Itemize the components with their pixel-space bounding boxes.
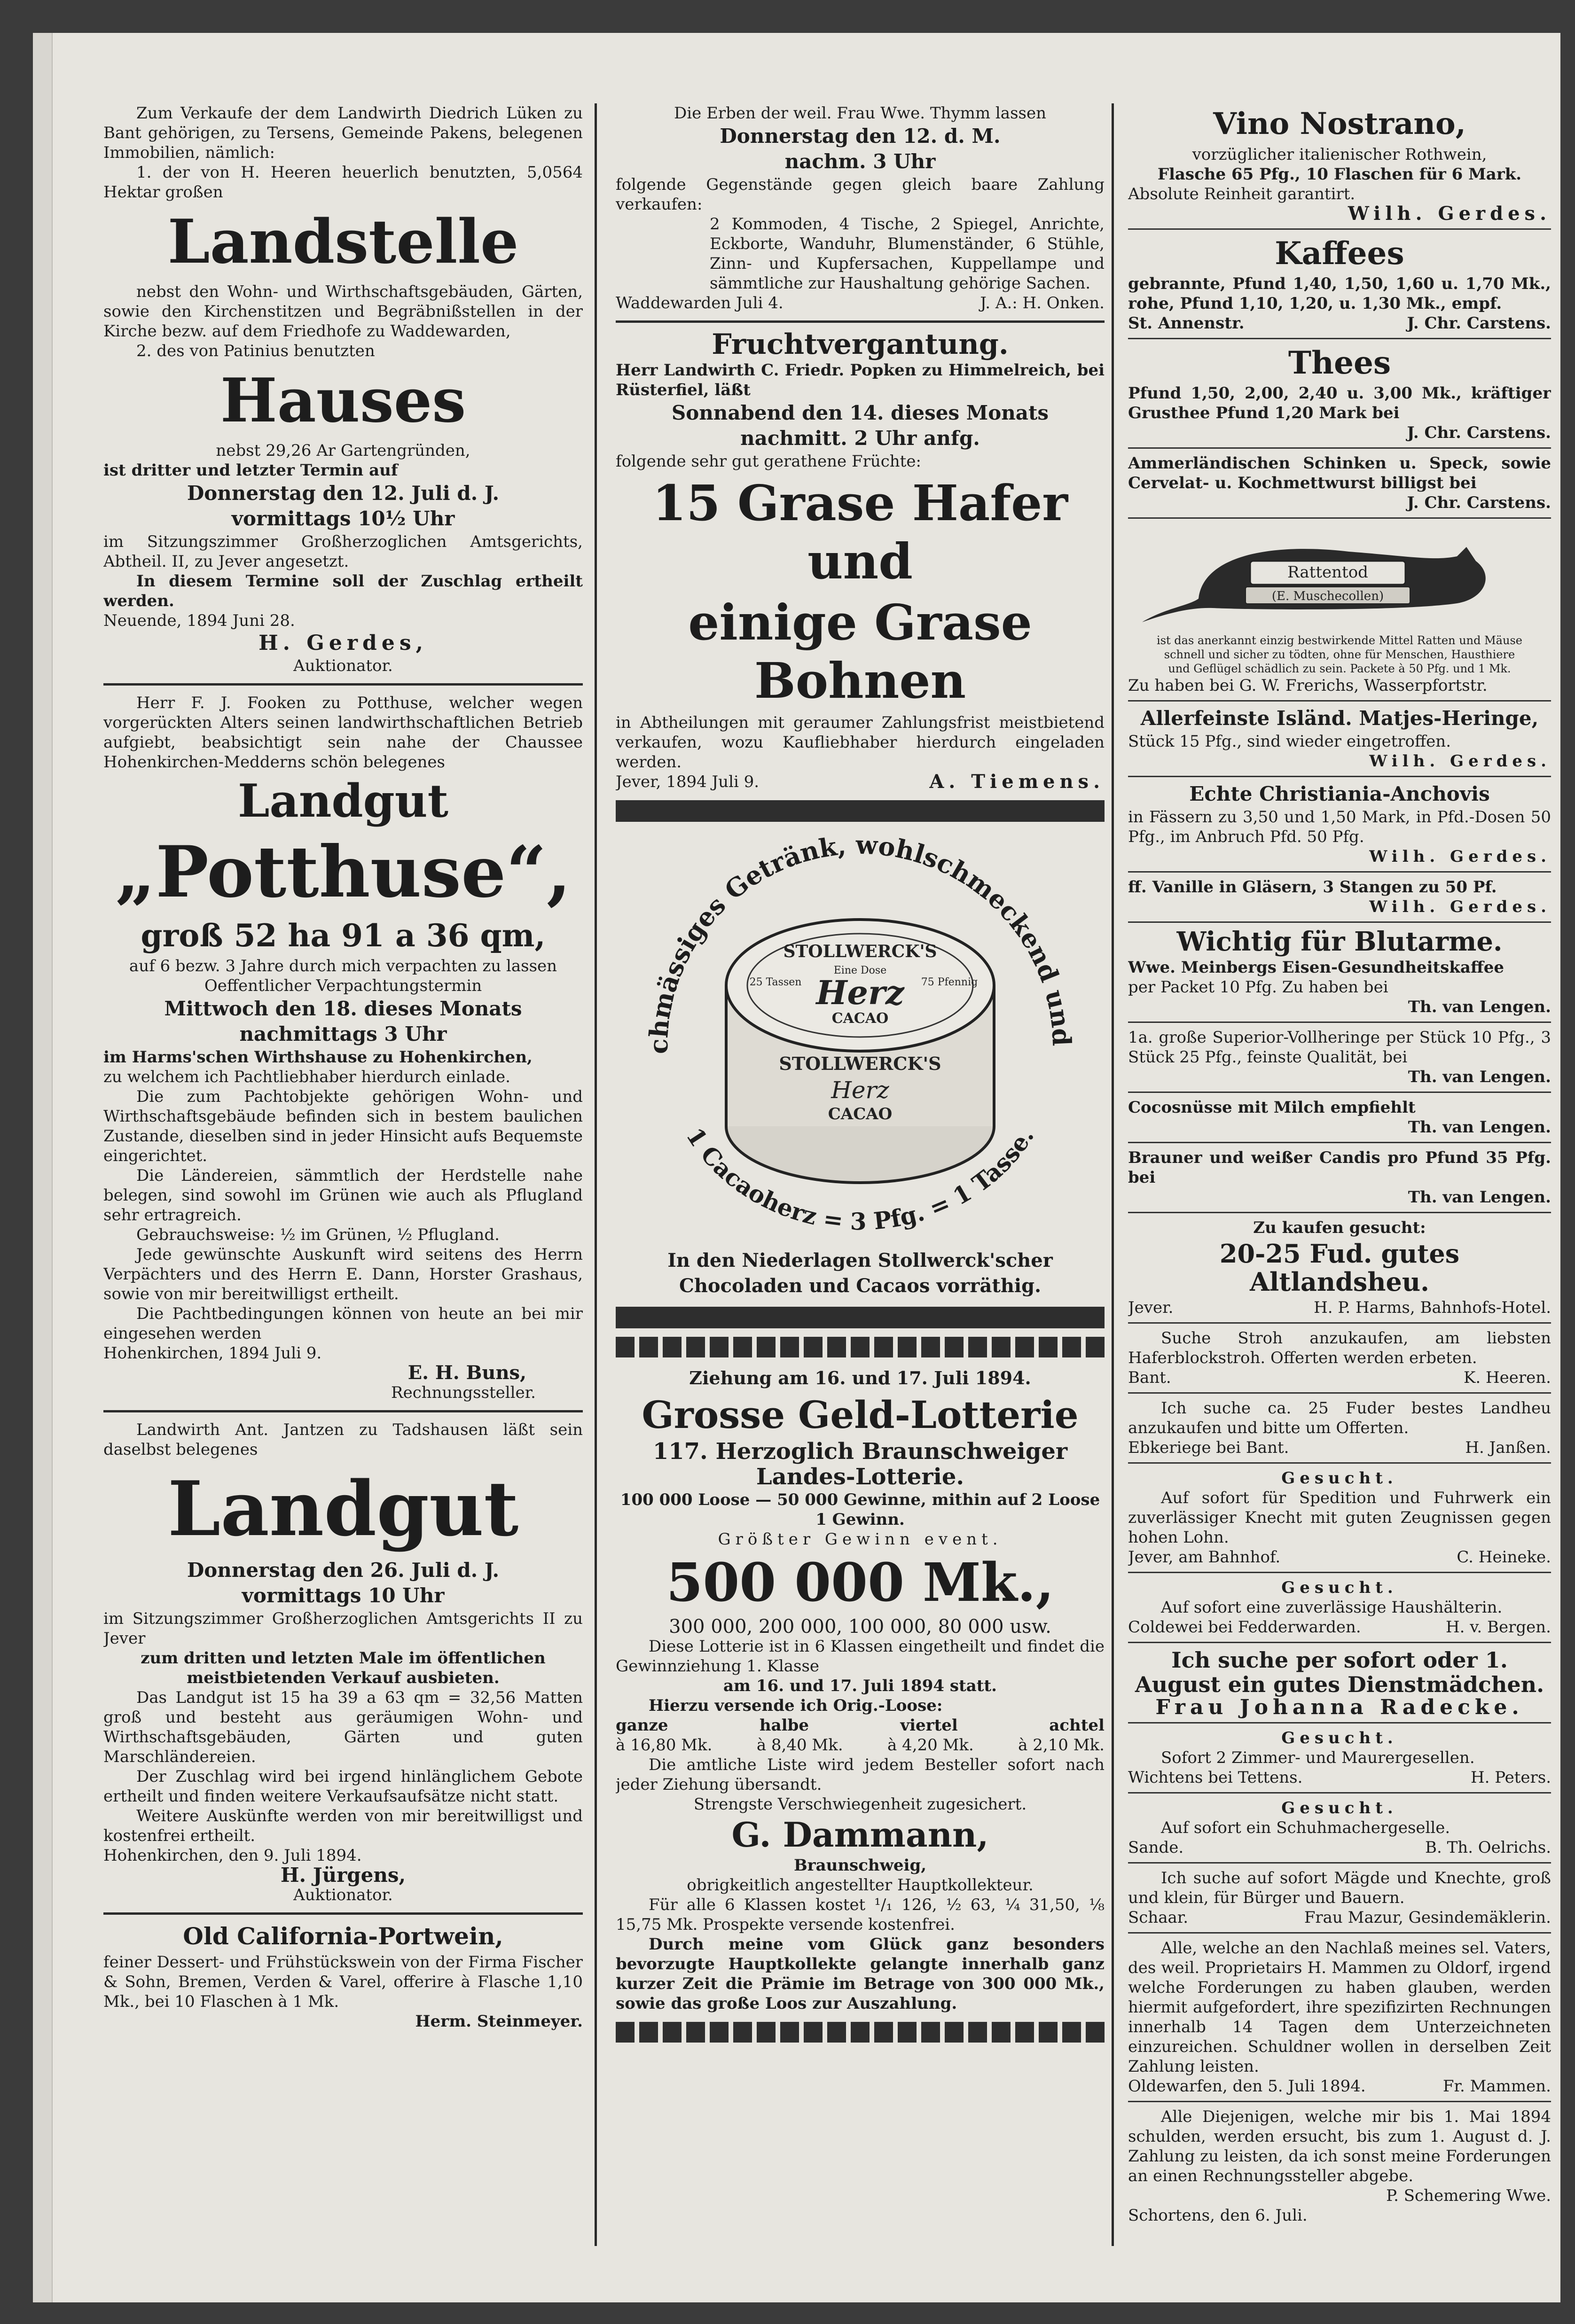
ad-dateline: Jever. <box>1128 1298 1174 1317</box>
lid-cacao: CACAO <box>831 1010 889 1027</box>
ad-candis <box>1128 1148 1551 1207</box>
ad-text: Jede gewünschte Auskunft wird seitens des Herrn Verpächters und des Herrn E. Dann, Horster Grashaus, sowie von mir bereitwilligst ertheilt. <box>103 1245 583 1303</box>
page-spine <box>33 33 53 2302</box>
ad-text: Strengste Verschwiegenheit zugesichert. <box>693 1795 1027 1814</box>
ad-vanille <box>1128 877 1551 917</box>
divider <box>1128 871 1551 873</box>
ad-signature: Zu haben bei G. W. Frerichs, Wasserpfortstr. <box>1128 676 1488 695</box>
ad-headline: Ich suche per sofort oder 1. August ein gutes Dienstmädchen. <box>1135 1647 1544 1697</box>
price-col: viertel <box>900 1716 958 1735</box>
ad-dienstmaedchen <box>1128 1648 1551 1717</box>
ad-text: Zum Verkaufe der dem Landwirth Diedrich Lüken zu Bant gehörigen, zu Tersens, Gemeinde Pakens, belegenen Immobilien, nämlich: <box>103 104 583 162</box>
price-cell: à 2,10 Mk. <box>1018 1736 1105 1755</box>
ad-signature: B. Th. Oelrichs. <box>1425 1838 1551 1857</box>
ad-dateline: Bant. <box>1128 1368 1171 1387</box>
ad-text: ff. Vanille in Gläsern, 3 Stangen zu 50 Pf. <box>1128 878 1497 897</box>
ad-headline: Landgut <box>167 1465 519 1553</box>
divider <box>103 1410 583 1412</box>
ad-time: vormittags 10 Uhr <box>242 1584 445 1607</box>
ad-text: Die zum Pachtobjekte gehörigen Wohn- und Wirthschaftsgebäude befinden sich in bestem baulichen Zustande, dieselben sind in jeder Hinsicht aufs Bequemste eingerichtet. <box>103 1087 583 1165</box>
ad-headline: G. Dammann, <box>731 1815 989 1855</box>
ad-stollwerck <box>616 830 1105 1298</box>
rat-illustration <box>1128 528 1532 627</box>
ad-dateline: Jever, am Bahnhof. <box>1128 1548 1281 1567</box>
ad-signature: P. Schemering Wwe. <box>1386 2186 1551 2205</box>
ad-time: nachm. 3 Uhr <box>784 150 936 173</box>
ad-date: Mittwoch den 18. dieses Monats <box>164 997 522 1020</box>
ad-text: Ziehung am 16. und 17. Juli 1894. <box>689 1367 1031 1388</box>
divider <box>1128 2101 1551 2102</box>
ad-dateline: Ebkeriege bei Bant. <box>1128 1438 1289 1457</box>
ad-text: auf 6 bezw. 3 Jahre durch mich verpachten zu lassen <box>129 957 557 975</box>
ad-text: ist dritter und letzter Termin auf <box>103 461 398 480</box>
divider <box>1128 517 1551 519</box>
price-header-row <box>616 1716 1105 1735</box>
ad-headline: Gesucht. <box>1281 1729 1398 1747</box>
ad-text: Die Erben der weil. Frau Wwe. Thymm lassen <box>674 104 1046 123</box>
ad-signature: H. Peters. <box>1470 1768 1551 1787</box>
divider <box>1128 1862 1551 1864</box>
ad-signature: J. Chr. Carstens. <box>1407 493 1551 512</box>
ad-text: Brauner und weißer Candis pro Pfund 35 Pfg. bei <box>1128 1148 1551 1187</box>
ad-text: 2 Kommoden, 4 Tische, 2 Spiegel, Anrichte, Eckborte, Wanduhr, Blumenständer, 6 Stühle, Zinn- und Kupfersachen, Kuppellampe und sämmtliche zur Haushaltung gehörige Sachen. <box>710 215 1105 293</box>
ad-signature: J. Chr. Carstens. <box>1407 423 1551 442</box>
ad-date: Donnerstag den 12. d. M. <box>720 125 1001 148</box>
ad-headline: Fruchtvergantung. <box>712 328 1009 361</box>
ad-maegde <box>1128 1868 1551 1927</box>
ad-text: ist das anerkannt einzig bestwirkende Mittel Ratten und Mäuse schnell und sicher zu tödten, ohne für Menschen, Hausthiere und Geflügel schädlich zu sein. Packete à 50 Pfg. und 1 Mk. <box>1157 634 1522 675</box>
ad-date: Donnerstag den 12. Juli d. J. <box>187 482 500 505</box>
ad-text: per Packet 10 Pfg. Zu haben bei <box>1128 978 1388 997</box>
divider <box>1128 1572 1551 1573</box>
ad-headline: 20-25 Fud. gutes Altlandsheu. <box>1219 1239 1460 1297</box>
ad-dateline: St. Annenstr. <box>1128 314 1245 333</box>
ad-text: Der Zuschlag wird bei irgend hinlänglichem Gebote ertheilt und finden weitere Verkaufsaufsätze nicht statt. <box>103 1767 583 1806</box>
ad-text: Auf sofort eine zuverlässige Haushälterin. <box>1161 1598 1503 1617</box>
tin-word: Herz <box>831 1076 889 1104</box>
ad-headline: einige Grase Bohnen <box>688 593 1032 710</box>
ad-signature: H. Jürgens, <box>280 1864 406 1887</box>
ad-signature: Th. van Lengen. <box>1408 998 1551 1016</box>
column-3 <box>1128 103 1551 2225</box>
ad-text: folgende Gegenstände gegen gleich baare Zahlung verkaufen: <box>616 175 1105 214</box>
ad-thymm <box>616 103 1105 313</box>
ad-text: Die Pachtbedingungen können von heute an bei mir eingesehen werden <box>103 1304 583 1343</box>
ad-dateline: Neuende, 1894 Juni 28. <box>103 611 295 630</box>
ad-role: Rechnungssteller. <box>391 1383 536 1402</box>
ad-headline: Grosse Geld-Lotterie <box>642 1393 1079 1437</box>
divider-bar <box>616 1307 1105 1328</box>
divider <box>1128 1792 1551 1794</box>
divider-checker <box>616 1337 1105 1357</box>
ad-headline: Gesucht. <box>1281 1469 1398 1488</box>
ad-role: Auktionator. <box>293 1886 393 1904</box>
divider <box>1128 1092 1551 1093</box>
ad-text: Chocoladen und Cacaos vorräthig. <box>679 1275 1042 1297</box>
ad-dateline: Wichtens bei Tettens. <box>1128 1768 1303 1787</box>
ad-text: In den Niederlagen Stollwerck'scher <box>667 1249 1053 1271</box>
column-rule <box>1112 103 1114 2246</box>
ad-signature: Fr. Mammen. <box>1442 2077 1551 2096</box>
price-col: achtel <box>1049 1716 1105 1735</box>
ad-signature: H. Gerdes, <box>259 631 428 655</box>
ad-cocos <box>1128 1098 1551 1137</box>
ad-time: nachmitt. 2 Uhr anfg. <box>740 427 980 450</box>
ad-text: Für alle 6 Klassen kostet ¹/₁ 126, ½ 63, ¼ 31,50, ⅛ 15,75 Mk. Prospekte versende kostenfrei. <box>616 1895 1105 1934</box>
ad-text: im Harms'schen Wirthshause zu Hohenkirchen, <box>103 1048 533 1067</box>
ad-headline: Gesucht. <box>1281 1799 1398 1817</box>
ad-text: Sofort 2 Zimmer- und Maurergesellen. <box>1161 1748 1475 1767</box>
divider <box>1128 776 1551 777</box>
ad-signature: E. H. Buns, <box>407 1362 526 1384</box>
ad-text: nebst 29,26 Ar Gartengründen, <box>216 441 470 460</box>
ad-signature: K. Heeren. <box>1464 1368 1551 1387</box>
ad-text: 1a. große Superior-Vollheringe per Stück 10 Pfg., 3 Stück 25 Pfg., feinste Qualität, bei <box>1128 1028 1551 1067</box>
ad-signature: H. P. Harms, Bahnhofs-Hotel. <box>1314 1298 1551 1317</box>
ad-signature: Wilh. Gerdes. <box>1369 897 1551 916</box>
ad-headline: Landgut <box>238 774 448 827</box>
lid-tag: Eine Dose <box>833 965 887 976</box>
newspaper-page <box>33 33 1560 2302</box>
ad-text: im Sitzungszimmer Großherzoglichen Amtsgerichts II zu Jever <box>103 1609 583 1648</box>
ad-dateline: Coldewei bei Fedderwarden. <box>1128 1618 1361 1637</box>
ad-schinken <box>1128 453 1551 513</box>
column-1 <box>103 103 583 2031</box>
ad-text: Weitere Auskünfte werden von mir bereitwilligst und kostenfrei ertheilt. <box>103 1807 583 1845</box>
ad-dateline: Hohenkirchen, den 9. Juli 1894. <box>103 1846 362 1865</box>
ad-text: Herr Landwirth C. Friedr. Popken zu Himmelreich, bei Rüsterfiel, läßt <box>616 361 1105 399</box>
divider <box>1128 447 1551 449</box>
divider <box>616 320 1105 323</box>
ad-text: Gebrauchsweise: ½ im Grünen, ½ Pflugland. <box>136 1225 500 1244</box>
ad-vino <box>1128 105 1551 224</box>
ad-gesucht-schuhmacher <box>1128 1798 1551 1857</box>
ad-text: Braunschweig, <box>793 1856 927 1875</box>
ad-dateline: Schaar. <box>1128 1908 1189 1927</box>
ad-blutarme <box>1128 928 1551 1017</box>
ad-headline: Hauses <box>220 366 466 436</box>
price-col: halbe <box>759 1716 809 1735</box>
divider <box>103 683 583 686</box>
ad-signature: J. Chr. Carstens. <box>1407 314 1551 333</box>
ad-matjes <box>1128 706 1551 771</box>
divider <box>1128 1392 1551 1394</box>
ad-text: Das Landgut ist 15 ha 39 a 63 qm = 32,56 Matten groß und besteht aus geräumigen Wohn- und Wirthschaftsgebäuden, Gärten und guten Marschländereien. <box>103 1688 583 1766</box>
ad-headline: Kaffees <box>1275 235 1404 272</box>
ad-text: vorzüglicher italienischer Rothwein, <box>1192 145 1487 164</box>
ad-text: Auf sofort für Spedition und Fuhrwerk ein zuverlässiger Knecht mit guten Zeugnissen gegen hohen Lohn. <box>1128 1489 1551 1547</box>
stollwerck-bottom-slogan: 1 Cacaoherz = 3 Pfg. = 1 Tasse. <box>681 1123 1040 1236</box>
column-rule <box>595 103 597 2246</box>
ad-gesucht-knecht <box>1128 1468 1551 1567</box>
ad-fruchtvergantung <box>616 330 1105 792</box>
ad-text: Durch meine vom Glück ganz besonders bevorzugte Hauptkollekte gelangte innerhalb ganz kurzer Zeit die Prämie im Betrage von 300 000 Mk., sowie das große Loos zur Auszahlung. <box>616 1935 1105 2013</box>
ad-text: zum dritten und letzten Male im öffentlichen meistbietenden Verkauf ausbieten. <box>141 1649 546 1687</box>
ad-dateline: Jever, 1894 Juli 9. <box>616 772 760 791</box>
ad-signature: H. v. Bergen. <box>1445 1618 1551 1637</box>
ad-thees <box>1128 344 1551 443</box>
ad-text: Ich suche auf sofort Mägde und Knechte, groß und klein, für Bürger und Bauern. <box>1128 1869 1551 1907</box>
lid-word: Herz <box>816 973 904 1012</box>
divider-bar <box>616 800 1105 822</box>
ad-headline: Allerfeinste Isländ. Matjes-Heringe, <box>1140 707 1539 730</box>
divider-checker <box>616 2022 1105 2043</box>
divider <box>1128 1212 1551 1213</box>
ad-time: nachmittags 3 Uhr <box>239 1022 447 1045</box>
ad-headline: Thees <box>1288 344 1391 381</box>
ad-text: Stück 15 Pfg., sind wieder eingetroffen. <box>1128 732 1451 751</box>
ad-landgut <box>103 1420 583 1905</box>
price-col: ganze <box>616 1716 668 1735</box>
ad-text: Hierzu versende ich Orig.-Loose: <box>649 1696 943 1715</box>
divider <box>1128 1722 1551 1724</box>
ad-date: Sonnabend den 14. dieses Monats <box>671 401 1049 424</box>
ad-mammen <box>1128 1938 1551 2096</box>
price-cell: à 8,40 Mk. <box>756 1736 843 1755</box>
ad-schemering <box>1128 2107 1551 2225</box>
ad-headline: Vino Nostrano, <box>1213 106 1466 141</box>
ad-dateline: Waddewarden Juli 4. <box>616 294 784 312</box>
ad-dateline: Hohenkirchen, 1894 Juli 9. <box>103 1344 322 1363</box>
ad-text: 100 000 Loose — 50 000 Gewinne, mithin auf 2 Loose 1 Gewinn. <box>620 1490 1100 1529</box>
ad-text: Flasche 65 Pfg., 10 Flaschen für 6 Mark. <box>1157 165 1522 184</box>
lid-right: 75 Pfennig <box>921 976 978 988</box>
tin-brand: STOLLWERCK'S <box>779 1053 941 1074</box>
ad-date: Donnerstag den 26. Juli d. J. <box>187 1559 500 1582</box>
divider <box>1128 228 1551 230</box>
ad-dateline: Sande. <box>1128 1838 1184 1857</box>
ad-signature: H. Janßen. <box>1465 1438 1551 1457</box>
ad-heringe <box>1128 1028 1551 1087</box>
ad-text: nebst den Wohn- und Wirthschaftsgebäuden, Gärten, sowie den Kirchenstitzen und Begräbnißstellen in der Kirche bezw. auf dem Friedhofe zu Waddewarden, <box>103 282 583 341</box>
column-2 <box>616 103 1105 2051</box>
ad-signature: Frau Johanna Radecke. <box>1155 1695 1524 1719</box>
ad-text: zu welchem ich Pachtliebhaber hierdurch einlade. <box>103 1068 510 1086</box>
ad-text: Alle Diejenigen, welche mir bis 1. Mai 1894 schulden, werden ersucht, bis zum 1. August d. J. Zahlung zu leisten, da ich sonst meine Forderungen an einen Rechnungssteller abgebe. <box>1128 2107 1551 2185</box>
lid-left: 25 Tassen <box>749 976 802 988</box>
ad-text: Diese Lotterie ist in 6 Klassen eingetheilt und findet die Gewinnziehung 1. Klasse <box>616 1637 1105 1676</box>
ad-headline: Echte Christiania-Anchovis <box>1189 782 1490 805</box>
ad-dateline: Schortens, den 6. Juli. <box>1128 2206 1308 2225</box>
stollwerck-top-slogan: chmässiges Getränk, wohlschmeckend und <box>643 830 1077 1054</box>
ad-text: gebrannte, Pfund 1,40, 1,50, 1,60 u. 1,70 Mk., rohe, Pfund 1,10, 1,20, u. 1,30 Mk., empf. <box>1128 274 1551 313</box>
ad-text: Cocosnüsse mit Milch empfiehlt <box>1128 1098 1416 1117</box>
divider <box>1128 1322 1551 1324</box>
ad-landheu2 <box>1128 1398 1551 1458</box>
ad-subhead: 117. Herzoglich Braunschweiger <box>652 1438 1068 1465</box>
ad-text: 1. der von H. Heeren heuerlich benutzten, 5,0564 Hektar großen <box>103 163 583 202</box>
divider <box>1128 921 1551 923</box>
ad-time: vormittags 10½ Uhr <box>231 507 455 530</box>
divider <box>1128 1142 1551 1143</box>
ad-lottery <box>616 1366 1105 2013</box>
ad-text: Landwirth Ant. Jantzen zu Tadshausen läßt sein daselbst belegenes <box>103 1420 583 1459</box>
divider <box>1128 700 1551 702</box>
ad-gesucht-maurer <box>1128 1728 1551 1787</box>
tin-cacao: CACAO <box>828 1105 893 1123</box>
ad-text: am 16. und 17. Juli 1894 statt. <box>723 1677 997 1695</box>
ad-text: in Abtheilungen mit geraumer Zahlungsfrist meistbietend verkaufen, wozu Kaufliebhaber hierdurch eingeladen werden. <box>616 713 1105 772</box>
ad-rattentod <box>1128 523 1551 695</box>
ad-signature: Wilh. Gerdes. <box>1348 203 1551 225</box>
ad-headline: Landstelle <box>167 207 519 277</box>
ad-text: Absolute Reinheit garantirt. <box>1128 185 1356 203</box>
price-cell: à 4,20 Mk. <box>887 1736 974 1755</box>
ad-signature: Th. van Lengen. <box>1408 1188 1551 1207</box>
ad-signature: Wilh. Gerdes. <box>1369 847 1551 866</box>
price-row <box>616 1735 1105 1755</box>
ad-text: folgende sehr gut gerathene Früchte: <box>616 452 921 471</box>
ad-landheu <box>1128 1218 1551 1318</box>
ad-signature: Frau Mazur, Gesindemäklerin. <box>1304 1908 1551 1927</box>
ad-signature: A. Tiemens. <box>929 771 1105 793</box>
ad-text: Zu kaufen gesucht: <box>1253 1218 1426 1237</box>
ad-text: Wwe. Meinbergs Eisen-Gesundheitskaffee <box>1128 958 1504 977</box>
ad-headline: 500 000 Mk., <box>666 1552 1054 1614</box>
ad-text: Die amtliche Liste wird jedem Besteller sofort nach jeder Ziehung übersandt. <box>616 1755 1105 1794</box>
ad-landstelle <box>103 103 583 676</box>
divider <box>1128 1462 1551 1464</box>
ad-potthuse <box>103 693 583 1403</box>
ad-headline: Wichtig für Blutarme. <box>1176 926 1503 957</box>
ad-size: groß 52 ha 91 a 36 qm, <box>141 917 546 954</box>
ad-kaffees <box>1128 234 1551 333</box>
ad-gesucht-haushaelterin <box>1128 1578 1551 1637</box>
ad-text: im Sitzungszimmer Großherzoglichen Amtsgerichts, Abtheil. II, zu Jever angesetzt. <box>103 532 583 571</box>
ad-signature: Th. van Lengen. <box>1408 1068 1551 1086</box>
ad-text: feiner Dessert- und Frühstückswein von der Firma Fischer & Sohn, Bremen, Verden & Varel, offerire à Flasche 1,10 Mk., bei 10 Flaschen à 1 Mk. <box>103 1953 583 2011</box>
ad-text: Auf sofort ein Schuhmachergeselle. <box>1161 1818 1450 1837</box>
ad-text: Suche Stroh anzukaufen, am liebsten Haferblockstroh. Offerten werden erbeten. <box>1128 1329 1551 1367</box>
ad-signature: Th. van Lengen. <box>1408 1118 1551 1137</box>
rat-label: Rattentod <box>1287 563 1368 582</box>
ad-headline: Old California-Portwein, <box>183 1922 503 1950</box>
ad-portwein <box>103 1922 583 2031</box>
divider <box>1128 338 1551 339</box>
ad-signature: J. A.: H. Onken. <box>980 294 1105 312</box>
price-cell: à 16,80 Mk. <box>616 1736 713 1755</box>
ad-stroh <box>1128 1328 1551 1388</box>
divider <box>103 1912 583 1915</box>
ad-text: Pfund 1,50, 2,00, 2,40 u. 3,00 Mk., kräftiger Grusthee Pfund 1,20 Mark bei <box>1128 384 1551 422</box>
ad-headline: Gesucht. <box>1281 1578 1398 1597</box>
ad-text: Herr F. J. Fooken zu Potthuse, welcher wegen vorgerückten Alters seinen landwirthschaftlichen Betrieb aufgiebt, beabsichtigt sein nahe der Chaussee Hohenkirchen-Medderns schön belegenes <box>103 694 583 772</box>
ad-signature: Wilh. Gerdes. <box>1369 752 1551 771</box>
ad-role: Auktionator. <box>293 656 393 675</box>
ad-text: In diesem Termine soll der Zuschlag ertheilt werden. <box>103 572 583 610</box>
stollwerck-cacao-tin-illustration <box>625 830 1095 1244</box>
ad-text: in Fässern zu 3,50 und 1,50 Mark, in Pfd.-Dosen 50 Pfg., im Anbruch Pfd. 50 Pfg. <box>1128 808 1551 846</box>
ad-text: Ich suche ca. 25 Fuder bestes Landheu anzukaufen und bitte um Offerten. <box>1128 1399 1551 1437</box>
ad-dateline: Oldewarfen, den 5. Juli 1894. <box>1128 2077 1366 2096</box>
ad-text: Ammerländischen Schinken u. Speck, sowie Cervelat- u. Kochmettwurst billigst bei <box>1128 454 1551 492</box>
ad-headline: „Potthuse“, <box>115 831 572 913</box>
ad-subhead: Landes-Lotterie. <box>756 1464 964 1490</box>
ad-signature: Herm. Steinmeyer. <box>415 2012 583 2031</box>
ad-text: Größter Gewinn event. <box>718 1530 1003 1549</box>
ad-text: Alle, welche an den Nachlaß meines sel. Vaters, des weil. Proprietairs H. Mammen zu Oldorf, irgend welche Forderungen zu haben glauben, werden hiermit aufgefordert, ihre spezifizirten Rechnungen innerhalb 14 Tagen dem Unterzeichneten einzureichen. Schuldner wollen in derselben Zeit Zahlung leisten. <box>1128 1939 1551 2076</box>
ad-text: 2. des von Patinius benutzten <box>136 342 375 360</box>
ad-signature: C. Heineke. <box>1457 1548 1551 1567</box>
ad-text: obrigkeitlich angestellter Hauptkollekteur. <box>687 1876 1034 1895</box>
divider <box>1128 1022 1551 1023</box>
ad-text: Oeffentlicher Verpachtungstermin <box>204 976 482 995</box>
lid-brand: STOLLWERCK'S <box>783 942 937 961</box>
ad-text: Die Ländereien, sämmtlich der Herdstelle nahe belegen, sind sowohl im Grünen wie auch als Pflugland sehr ertragreich. <box>103 1166 583 1224</box>
divider <box>1128 1642 1551 1643</box>
ad-text: 300 000, 200 000, 100 000, 80 000 usw. <box>669 1616 1051 1638</box>
rat-sublabel: (E. Muschecollen) <box>1271 589 1384 603</box>
ad-anchovis <box>1128 782 1551 866</box>
divider <box>1128 1932 1551 1934</box>
ad-headline: 15 Grase Hafer und <box>652 474 1068 590</box>
